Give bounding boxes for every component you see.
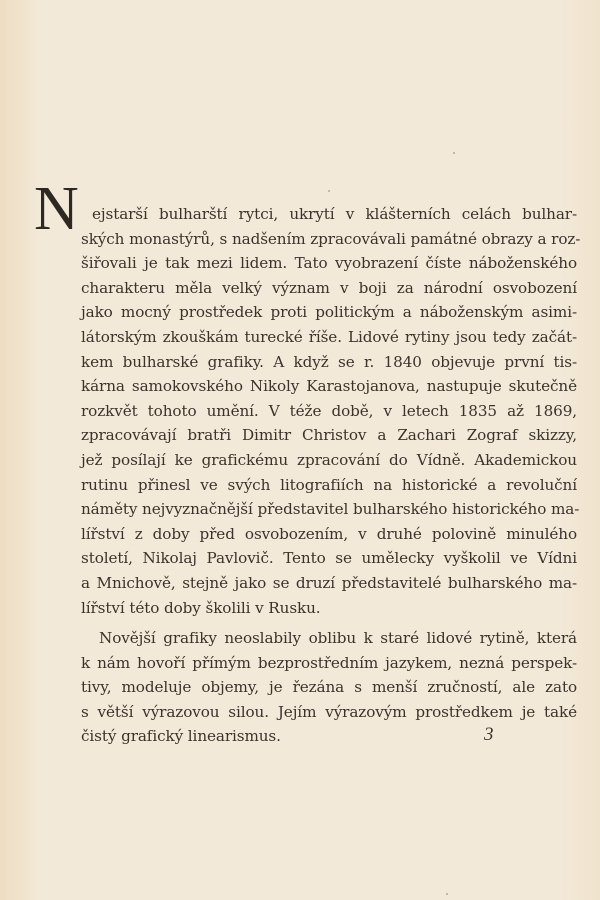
text-line: a Mnichově, stejně jako se druzí představitelé bulharského ma- [81,573,577,592]
text-line: k nám hovoří přímým bezprostředním jazykem, nezná perspek- [81,653,577,672]
text-line: lířství této doby školili v Rusku. [81,598,321,617]
text-line: s větší výrazovou silou. Jejím výrazovým prostředkem je také [81,702,577,721]
text-line: šiřovali je tak mezi lidem. Tato vyobrazení číste náboženského [81,254,577,273]
text-line: rozkvět tohoto umění. V téže době, v letech 1835 až 1869, [81,401,577,420]
text-line: látorským zkouškám turecké říše. Lidové rytiny jsou tedy začát- [81,327,577,346]
text-line: Novější grafiky neoslabily oblibu k staré lidové rytině, která [99,629,577,648]
text-line: ejstarší bulharští rytci, ukrytí v klášterních celách bulhar- [92,205,577,223]
drop-cap: N [34,175,79,243]
text-line: století, Nikolaj Pavlovič. Tento se umělecky vyškolil ve Vídni [81,549,577,568]
text-line: jež posílají ke grafickému zpracování do Vídně. Akademickou [81,450,577,469]
paper-speck [446,893,448,895]
paragraph-1 [81,202,581,620]
text-line: kárna samokovského Nikoly Karastojanova, nastupuje skutečně [81,377,577,396]
paper-speck [453,152,455,154]
paragraph-2 [81,626,577,749]
paper-speck [328,190,330,192]
text-line: charakteru měla velký význam v boji za národní osvobození [81,278,577,297]
body-text [81,202,581,749]
text-line: ských monastýrů, s nadšením zpracovávali památné obrazy a roz- [81,229,581,248]
text-line: náměty nejvyznačnější představitel bulharského historického ma- [81,500,580,519]
page-number: 3 [484,724,494,745]
text-line: kem bulharské grafiky. A když se r. 1840 objevuje první tis- [81,352,577,371]
text-line: tivy, modeluje objemy, je řezána s menší zručností, ale zato [81,678,577,697]
text-line: zpracovávají bratři Dimitr Christov a Zachari Zograf skizzy, [81,426,577,445]
text-line: lířství z doby před osvobozením, v druhé polovině minulého [81,524,577,543]
text-line: jako mocný prostředek proti politickým a náboženským asimi- [81,303,577,322]
text-line: rutinu přinesl ve svých litografiích na historické a revoluční [81,475,577,494]
text-line: čistý grafický linearismus. [81,727,281,746]
